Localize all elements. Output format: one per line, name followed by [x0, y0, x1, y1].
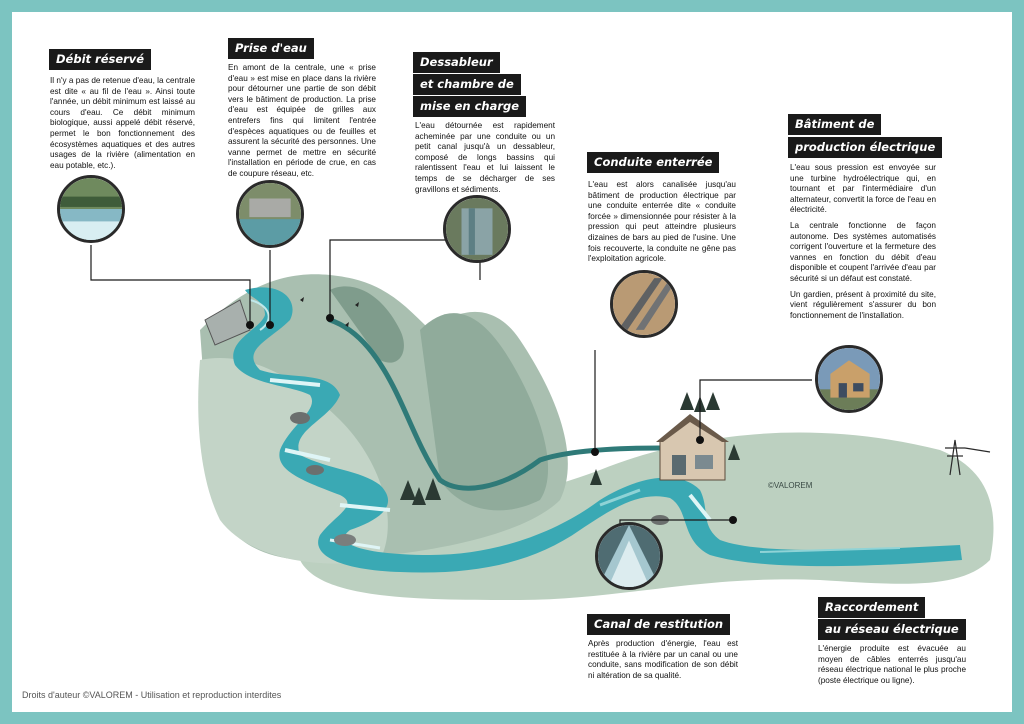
marker-batiment	[696, 436, 704, 444]
marker-prise	[266, 321, 274, 329]
text-batiment-p2: La centrale fonctionne de façon autonome. Des systèmes automatisés corrigent l'ouverture et la fermeture des vannes en fonction du débit d'eau disponible et coupent l'arrivée d'eau par sécurité si un défaut est constaté.	[790, 220, 936, 283]
title-conduite: Conduite enterrée	[587, 152, 719, 173]
marker-conduite	[591, 448, 599, 456]
photo-dessableur	[443, 195, 511, 263]
text-batiment	[790, 163, 936, 326]
marker-debit	[246, 321, 254, 329]
title-debit-reserve: Débit réservé	[49, 49, 151, 70]
title-raccordement-2: au réseau électrique	[818, 619, 966, 640]
text-batiment-p1: L'eau sous pression est envoyée sur une turbine hydroélectrique qui, en tournant et par l'intermédiaire d'un alternateur, convertit la force de l'eau en électricité.	[790, 163, 936, 215]
text-restitution: Après production d'énergie, l'eau est restituée à la rivière par un canal ou une conduite, sans modification de son débit ni altération de sa qualité.	[588, 639, 738, 680]
title-dessableur-3: mise en charge	[413, 96, 526, 117]
text-dessableur: L'eau détournée est rapidement acheminée par une conduite ou un petit canal jusqu'à un dessableur, composé de longs bassins qui ralentissent l'eau et lui laissent le temps de se décharger de ses gravillons et sédiments.	[415, 121, 555, 194]
text-conduite: L'eau est alors canalisée jusqu'au bâtiment de production électrique par une conduite enterrée dite « conduite forcée » dimensionnée pour résister à la pression qui peut atteindre plusieurs dizaines de bars au pied de l'usine. Une fois recouverte, la conduite ne gêne pas l'exploitation agricole.	[588, 180, 736, 264]
title-restitution: Canal de restitution	[587, 614, 730, 635]
building-sign: ©VALOREM	[768, 481, 813, 490]
text-debit-reserve: Il n'y a pas de retenue d'eau, la centrale est dite « au fil de l'eau ». Ainsi toute l'année, un débit minimum est laissé au cours d'eau. Ce débit minimum biologique, aussi appelé débit réservé, permet le bon fonctionnement des écosystèmes aquatiques et des autres usages de la rivière (alimentation en eau potable, etc.).	[50, 76, 195, 170]
photo-debit-reserve	[57, 175, 125, 243]
photo-prise-eau	[236, 180, 304, 248]
title-batiment-1: Bâtiment de	[788, 114, 881, 135]
photo-batiment	[815, 345, 883, 413]
text-batiment-p3: Un gardien, présent à proximité du site, vient régulièrement s'assurer du bon fonctionnement de l'installation.	[790, 289, 936, 320]
photo-conduite	[610, 270, 678, 338]
text-prise-eau: En amont de la centrale, une « prise d'eau » est mise en place dans la rivière pour détourner une partie de son débit vers le bâtiment de production. La prise d'eau est équipée de grilles aux entrefers fins qui limitent l'entrée d'espèces aquatiques ou de feuilles et assurent la sécurité des personnes. Une vanne permet de mettre en sécurité l'installation en période de crue, en cas de coupure réseau, etc.	[228, 63, 376, 178]
title-prise-eau: Prise d'eau	[228, 38, 314, 59]
title-batiment-2: production électrique	[788, 137, 942, 158]
text-raccordement: L'énergie produite est évacuée au moyen de câbles enterrés jusqu'au réseau électrique national le plus proche (poste électrique ou ligne).	[818, 644, 966, 685]
title-dessableur-1: Dessableur	[413, 52, 500, 73]
title-raccordement-1: Raccordement	[818, 597, 925, 618]
copyright-footer: Droits d'auteur ©VALOREM - Utilisation et reproduction interdites	[22, 690, 282, 700]
title-dessableur-2: et chambre de	[413, 74, 521, 95]
marker-restitution	[729, 516, 737, 524]
marker-dessableur	[326, 314, 334, 322]
photo-restitution	[595, 522, 663, 590]
